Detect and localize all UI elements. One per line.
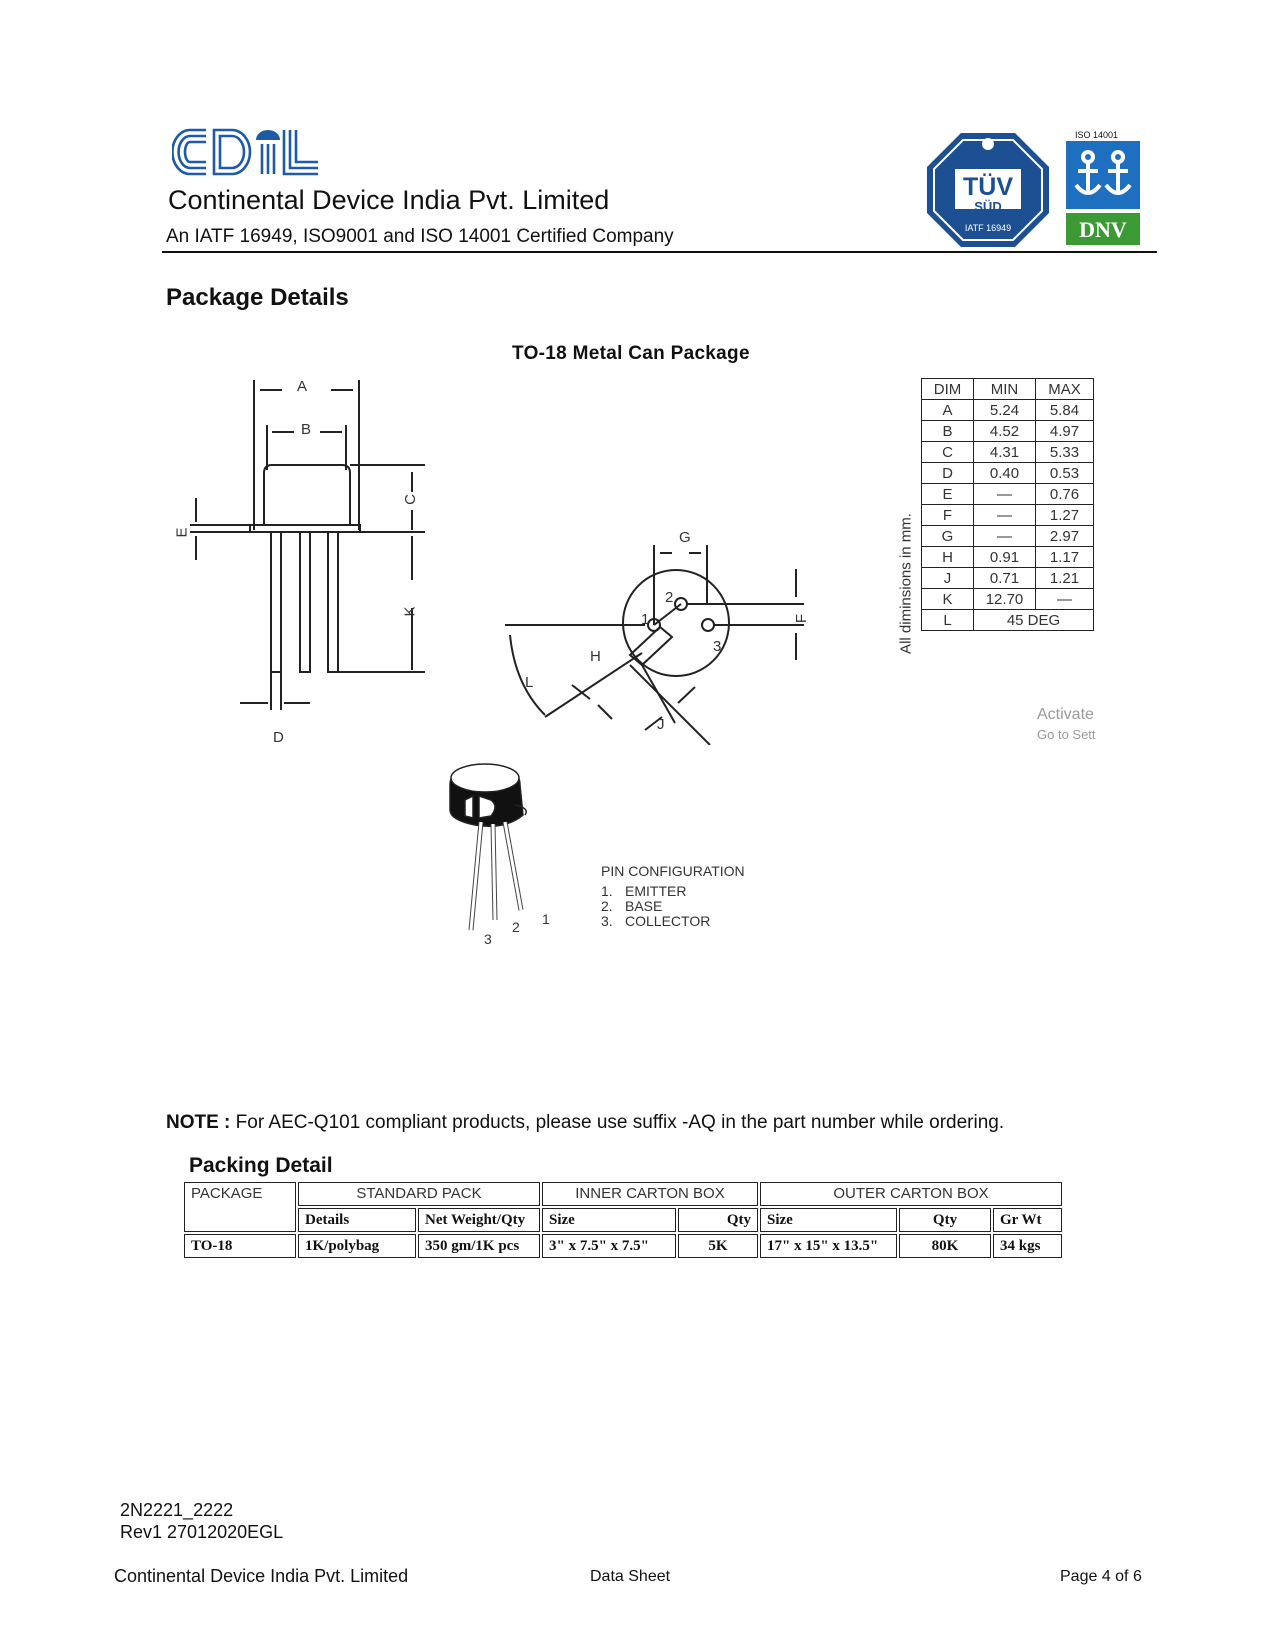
- sub-inner-size: Size: [542, 1208, 676, 1232]
- max-cell: 4.97: [1036, 421, 1094, 442]
- pin-configuration-title: PIN CONFIGURATION: [601, 863, 745, 879]
- dimension-row: [922, 526, 1094, 547]
- pin-label-1: 1: [641, 611, 650, 628]
- dim-label-f: F: [793, 613, 811, 624]
- packing-table: [182, 1180, 1064, 1260]
- dim-cell: L: [922, 610, 974, 631]
- sub-outer-size: Size: [760, 1208, 897, 1232]
- dim-cell: E: [922, 484, 974, 505]
- dim-label-b: B: [301, 421, 312, 438]
- sub-gross-weight: Gr Wt: [993, 1208, 1062, 1232]
- min-cell: —: [974, 484, 1036, 505]
- side-view-drawing: [170, 380, 430, 750]
- note-text: For AEC-Q101 compliant products, please use suffix -AQ in the part number while ordering.: [235, 1112, 1005, 1133]
- min-cell: 5.24: [974, 400, 1036, 421]
- company-tagline: An IATF 16949, ISO9001 and ISO 14001 Certified Company: [166, 226, 674, 247]
- pin-name: BASE: [625, 898, 663, 914]
- pin-number: 1.: [601, 883, 613, 899]
- group-standard-pack: STANDARD PACK: [298, 1182, 540, 1206]
- pin-label-2: 2: [665, 589, 674, 606]
- dim-label-d: D: [273, 729, 284, 746]
- max-cell: 0.76: [1036, 484, 1094, 505]
- min-cell: —: [974, 526, 1036, 547]
- sub-inner-qty: Qty: [678, 1208, 758, 1232]
- dimension-row-angle: [922, 610, 1094, 631]
- dimension-row: [922, 568, 1094, 589]
- company-name: Continental Device India Pvt. Limited: [168, 185, 610, 215]
- cell-inner-qty: 5K: [678, 1234, 758, 1258]
- dimension-row: [922, 421, 1094, 442]
- dimension-note: All diminsions in mm.: [897, 513, 915, 654]
- dim-header-max: MAX: [1036, 379, 1094, 400]
- dim-cell: H: [922, 547, 974, 568]
- max-cell: 1.21: [1036, 568, 1094, 589]
- dimension-header-row: [922, 379, 1094, 400]
- cell-gross-weight: 34 kgs: [993, 1234, 1062, 1258]
- max-cell: 1.17: [1036, 547, 1094, 568]
- dimension-row: [922, 463, 1094, 484]
- dim-label-e: E: [173, 527, 191, 538]
- max-cell: 5.84: [1036, 400, 1094, 421]
- dim-cell: K: [922, 589, 974, 610]
- max-cell: 0.53: [1036, 463, 1094, 484]
- dnv-text: DNV: [1079, 217, 1127, 242]
- iso-14001-label: ISO 14001: [1075, 130, 1119, 140]
- bottom-view-drawing: [500, 525, 810, 745]
- dim-label-k: K: [401, 606, 419, 617]
- pin-number: 3.: [601, 913, 613, 929]
- min-cell: 4.52: [974, 421, 1036, 442]
- tuv-text: TÜV: [963, 173, 1013, 201]
- dim-cell: G: [922, 526, 974, 547]
- cell-net-weight: 350 gm/1K pcs: [418, 1234, 540, 1258]
- pin-item-base: [601, 899, 662, 914]
- sub-outer-qty: Qty: [899, 1208, 991, 1232]
- cell-outer-size: 17" x 15" x 13.5": [760, 1234, 897, 1258]
- dimension-row: [922, 589, 1094, 610]
- pin-label-3: 3: [713, 638, 722, 655]
- dimension-row: [922, 505, 1094, 526]
- package-title: TO-18 Metal Can Package: [512, 343, 750, 364]
- dnv-logo: [1066, 141, 1140, 250]
- lead-label-1: 1: [542, 911, 550, 927]
- dimension-row: [922, 547, 1094, 568]
- cell-inner-size: 3" x 7.5" x 7.5": [542, 1234, 676, 1258]
- min-cell: 0.91: [974, 547, 1036, 568]
- group-outer-carton: OUTER CARTON BOX: [760, 1182, 1062, 1206]
- pin-item-collector: [601, 914, 710, 929]
- pin-item-emitter: [601, 884, 686, 899]
- tuv-sub-text: SÜD: [974, 199, 1002, 214]
- dim-label-a: A: [297, 378, 308, 395]
- packing-group-row: [184, 1182, 1062, 1206]
- dimension-row: [922, 442, 1094, 463]
- cell-package: TO-18: [184, 1234, 296, 1258]
- dim-header-min: MIN: [974, 379, 1036, 400]
- dim-header-dim: DIM: [922, 379, 974, 400]
- activation-watermark-sub: Go to Sett: [1037, 727, 1096, 742]
- tuv-sud-badge: [925, 131, 1051, 254]
- cell-details: 1K/polybag: [298, 1234, 416, 1258]
- ordering-note: [166, 1112, 1004, 1134]
- revision: Rev1 27012020EGL: [120, 1522, 284, 1542]
- dim-cell: F: [922, 505, 974, 526]
- cell-outer-qty: 80K: [899, 1234, 991, 1258]
- footer-company: Continental Device India Pvt. Limited: [114, 1566, 409, 1586]
- min-cell: —: [974, 505, 1036, 526]
- dim-cell: A: [922, 400, 974, 421]
- dim-label-h: H: [590, 648, 601, 665]
- dim-cell: B: [922, 421, 974, 442]
- sub-details: Details: [298, 1208, 416, 1232]
- min-cell: 0.71: [974, 568, 1036, 589]
- packing-subheader-row: [184, 1208, 1062, 1232]
- angle-cell: 45 DEG: [974, 610, 1094, 631]
- min-cell: 0.40: [974, 463, 1036, 484]
- footer-doc-type: Data Sheet: [590, 1568, 671, 1585]
- transistor-3d-illustration: [445, 760, 565, 960]
- pin-number: 2.: [601, 898, 613, 914]
- activation-watermark: Activate: [1037, 706, 1094, 723]
- min-cell: 4.31: [974, 442, 1036, 463]
- dim-label-c: C: [401, 494, 419, 505]
- lead-label-2: 2: [512, 919, 520, 935]
- dim-label-j: J: [657, 716, 665, 733]
- group-inner-carton: INNER CARTON BOX: [542, 1182, 758, 1206]
- dim-cell: C: [922, 442, 974, 463]
- tuv-cert-text: IATF 16949: [964, 223, 1012, 233]
- dim-label-g: G: [679, 529, 691, 546]
- max-cell: 1.27: [1036, 505, 1094, 526]
- pin-name: EMITTER: [625, 883, 687, 899]
- group-package: PACKAGE: [184, 1182, 296, 1232]
- cdil-logo: [172, 124, 322, 185]
- dimension-table: [921, 378, 1094, 631]
- dim-label-l: L: [525, 674, 534, 691]
- dim-cell: D: [922, 463, 974, 484]
- packing-detail-title: Packing Detail: [189, 1154, 333, 1177]
- page-number: Page 4 of 6: [1060, 1568, 1142, 1585]
- pin-name: COLLECTOR: [625, 913, 711, 929]
- dimension-row: [922, 400, 1094, 421]
- sub-net-weight: Net Weight/Qty: [418, 1208, 540, 1232]
- dim-cell: J: [922, 568, 974, 589]
- section-title: Package Details: [166, 284, 349, 311]
- max-cell: 5.33: [1036, 442, 1094, 463]
- max-cell: 2.97: [1036, 526, 1094, 547]
- document-id: 2N2221_2222: [120, 1500, 234, 1520]
- note-prefix: NOTE :: [166, 1112, 231, 1133]
- lead-label-3: 3: [484, 931, 492, 947]
- min-cell: 12.70: [974, 589, 1036, 610]
- max-cell: —: [1036, 589, 1094, 610]
- dimension-row: [922, 484, 1094, 505]
- packing-data-row: [184, 1234, 1062, 1258]
